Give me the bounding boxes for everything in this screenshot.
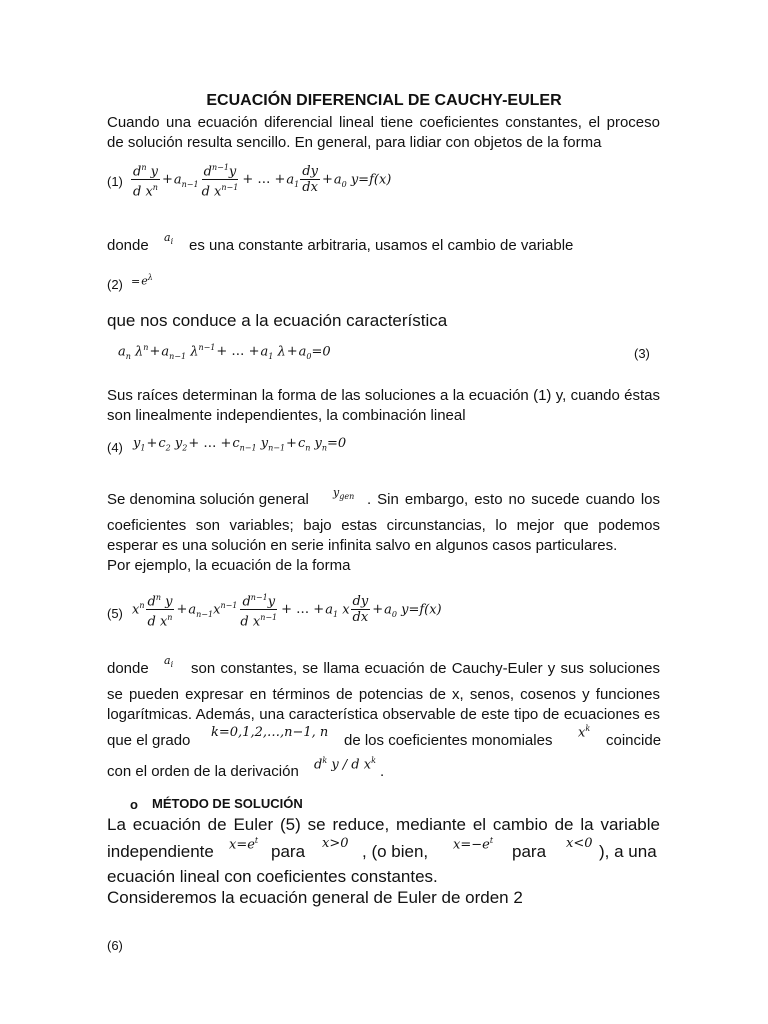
coef-ai-2: $a_i$ <box>164 654 174 670</box>
x-lt-0: x<0 <box>566 836 593 851</box>
eq6-label: (6) <box>107 938 123 953</box>
derivative-k: $d^k$ y / d $x^k$ <box>314 756 376 773</box>
donde-1: donde <box>107 237 149 254</box>
equation-4: $y_1+c_2$ $y_2+$ … $+c_{n-1}$ $y_{n-1}+c_n$ $y_n=0$ <box>133 436 347 453</box>
document-title: ECUACIÓN DIFERENCIAL DE CAUCHY-EULER <box>206 92 562 109</box>
donde-2-line-2: logarítmicas. Además, una característica observable de este tipo de ecuaciones es <box>107 706 660 723</box>
grado-b: de los coeficientes monomiales <box>344 732 553 749</box>
section-heading: MÉTODO DE SOLUCIÓN <box>152 796 303 811</box>
euler-line-4: Consideremos la ecuación general de Euler de orden 2 <box>107 888 523 907</box>
roots-line-2: son linealmente independientes, la combinación lineal <box>107 407 466 424</box>
eq5-label: (5) <box>107 606 123 621</box>
donde-2-line-1: se pueden expresar en términos de potencias de x, senos, cosenos y funciones <box>107 686 660 703</box>
x-gt-0: x>0 <box>322 836 349 851</box>
euler-line-1: La ecuación de Euler (5) se reduce, mediante el cambio de la variable <box>107 815 660 834</box>
coef-ai-1: $a_i$ <box>164 231 174 247</box>
roots-line-1: Sus raíces determinan la forma de las soluciones a la ecuación (1) y, cuando éstas <box>107 387 660 404</box>
euler-l2e: ), a una <box>599 842 657 861</box>
general-a: Se denomina solución general <box>107 491 309 508</box>
general-line-1: coeficientes son variables; bajo estas circunstancias, lo mejor que podemos <box>107 517 660 534</box>
euler-l2d: para <box>512 842 547 861</box>
intro-line-1: Cuando una ecuación diferencial lineal tiene coeficientes constantes, el proceso <box>107 114 660 131</box>
equation-3: $a_n$ $\lambda^n+a_{n-1}$ $\lambda^{n-1}+$ … $+a_1$ $\lambda+a_0=0$ <box>118 343 331 361</box>
x-eq-neg-et: $x=-e^t$ <box>453 836 494 853</box>
equation-5: $x^n$ $\frac{d^n y}{d x^n}$ $+a_{n-1}x^{n-1}$ $\frac{d^{n-1}y}{d x^{n-1}}$ + … $+a_1$ x $\frac{dy}{dx}$ $+a_0$ y=f(x) <box>132 590 442 630</box>
general-line-3: Por ejemplo, la ecuación de la forma <box>107 557 351 574</box>
general-line-2: esperar es una solución en serie infinita salvo en algunos casos particulares. <box>107 537 618 554</box>
eq1-label: (1) <box>107 174 123 189</box>
donde-2: donde <box>107 660 149 677</box>
k-range: k=0,1,2,…,n−1, n <box>211 725 329 740</box>
orden-b: . <box>380 763 385 780</box>
eq3-label: (3) <box>634 346 650 361</box>
eq2-label: (2) <box>107 277 123 292</box>
x-eq-et: $x=e^t$ <box>229 836 259 853</box>
y-gen: $y_{gen}$ <box>333 486 355 502</box>
x-power-k: $x^k$ <box>578 724 591 741</box>
equation-2: $=e^\lambda$ <box>131 273 153 288</box>
char-intro: que nos conduce a la ecuación característica <box>107 311 448 330</box>
donde-1-rest: es una constante arbitraria, usamos el cambio de variable <box>189 237 574 254</box>
equation-1: $\frac{d^n y}{d x^n}$ $+a_{n-1}$ $\frac{d^{n-1}y}{d x^{n-1}}$ + … $+a_1$ $\frac{dy}{dx}$ $+a_0$ y=f(x) <box>130 160 391 200</box>
euler-line-3: ecuación lineal con coeficientes constantes. <box>107 867 438 886</box>
bullet-icon: o <box>130 797 138 812</box>
general-b: . Sin embargo, esto no sucede cuando los <box>367 491 660 508</box>
grado-a: que el grado <box>107 732 191 749</box>
grado-c: coincide <box>606 732 662 749</box>
intro-line-2: de solución resulta sencillo. En general, para lidiar con objetos de la forma <box>107 134 602 151</box>
euler-l2c: , (o bien, <box>362 842 429 861</box>
donde-2-rest: son constantes, se llama ecuación de Cauchy-Euler y sus soluciones <box>191 660 660 677</box>
eq4-label: (4) <box>107 440 123 455</box>
euler-l2b: para <box>271 842 306 861</box>
orden-a: con el orden de la derivación <box>107 763 299 780</box>
euler-l2a: independiente <box>107 842 214 861</box>
